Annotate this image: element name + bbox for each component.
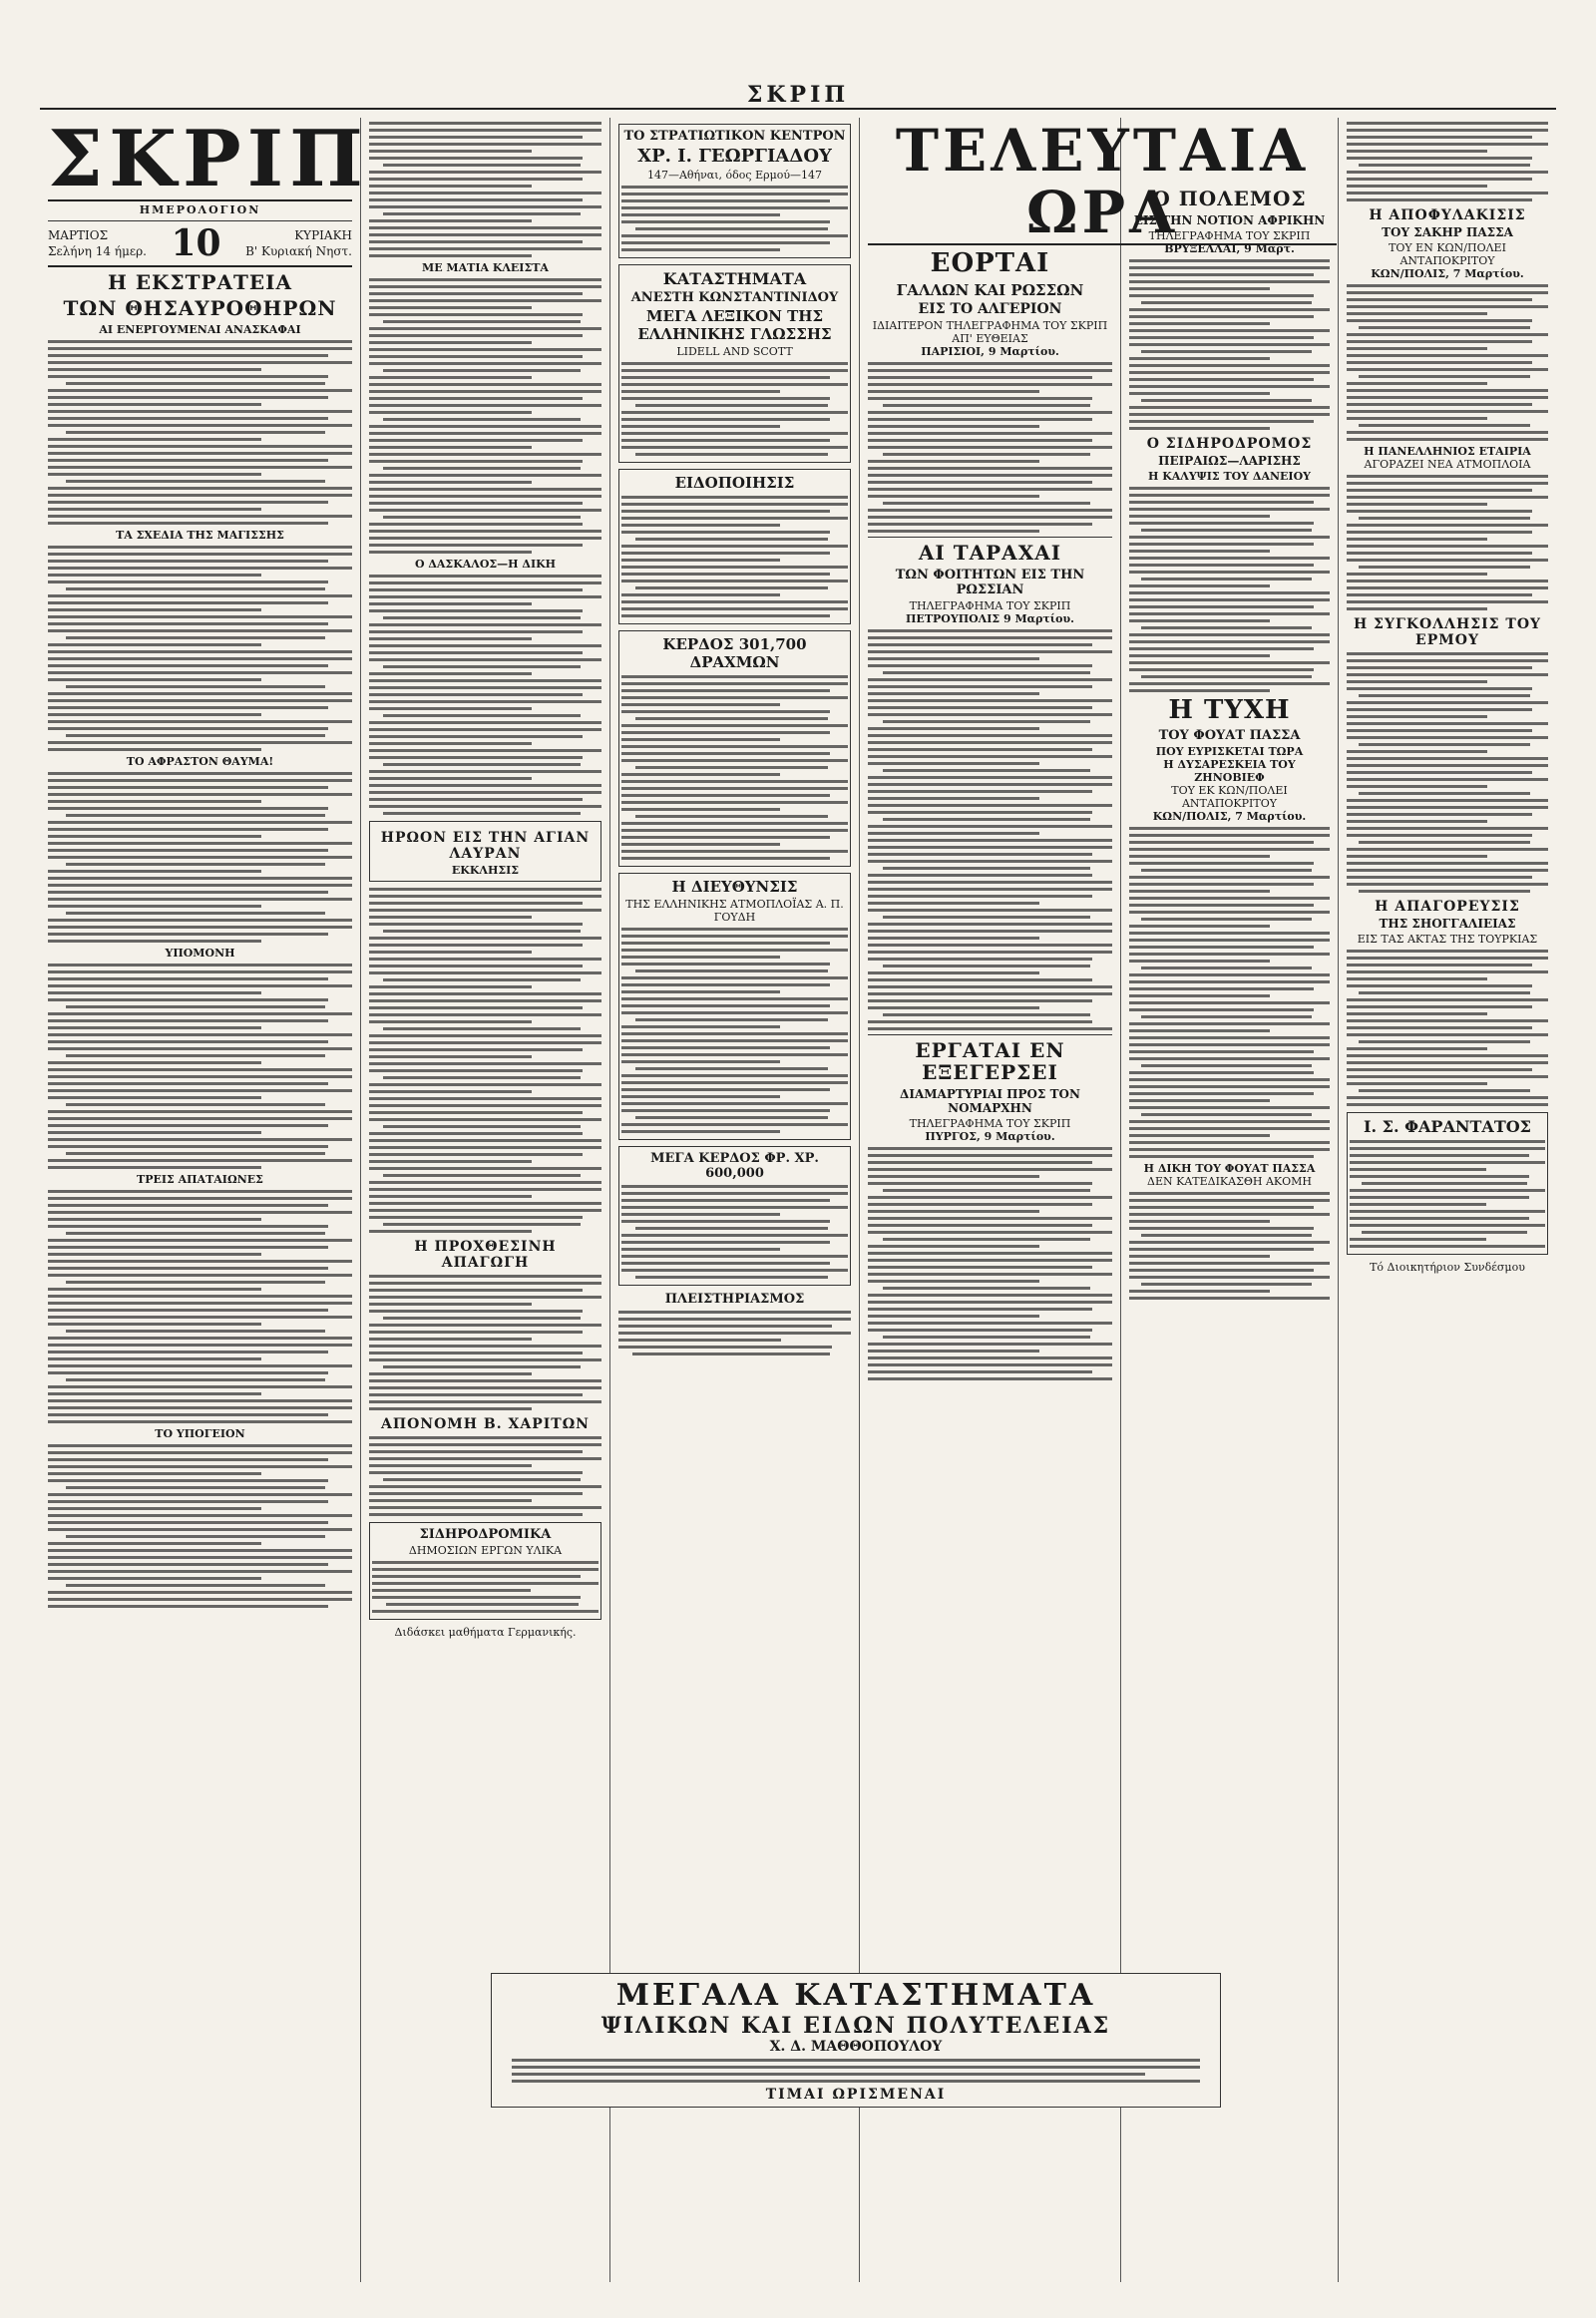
month-label: ΜΑΡΤΙΟΣ — [48, 228, 109, 242]
ad-body — [512, 2059, 1200, 2083]
column-2 — [361, 118, 610, 2282]
ad-name: ΑΝΕΣΤΗ ΚΩΝΣΤΑΝΤΙΝΙΔΟΥ — [630, 290, 839, 305]
ad-body — [621, 186, 848, 251]
article-heading: ΑΙ ΤΑΡΑΧΑΙ — [918, 541, 1062, 565]
ad-name: ΧΡ. Ι. ΓΕΩΡΓΙΑΔΟΥ — [637, 146, 832, 167]
article-heading: ΗΡΩΟΝ ΕΙΣ ΤΗΝ ΑΓΙΑΝ ΛΑΥΡΑΝ — [380, 830, 591, 862]
ad-box — [618, 1146, 851, 1286]
article-subheading: ΔΕΝ ΚΑΤΕΔΙΚΑΣΘΗ ΑΚΟΜΗ — [1147, 1175, 1312, 1188]
ad-subtitle: ΔΗΜΟΣΙΩΝ ΕΡΓΩΝ ΥΛΙΚΑ — [408, 1544, 563, 1557]
article-body — [1347, 122, 1548, 201]
article-body — [1347, 950, 1548, 1106]
article-subheading: ΕΚΚΛΗΣΙΣ — [451, 864, 520, 877]
telegram-label: ΤΗΛΕΓΡΑΦΗΜΑ ΤΟΥ ΣΚΡΙΠ — [909, 599, 1071, 612]
article-subheading: ΤΟΥ ΣΑΚΗΡ ΠΑΣΣΑ — [1382, 225, 1513, 239]
article-heading: Η ΤΥΧΗ — [1168, 695, 1291, 725]
article-subheading: ΑΓΟΡΑΖΕΙ ΝΕΑ ΑΤΜΟΠΛΟΙΑ — [1364, 458, 1531, 471]
article-subheading: ΑΙ ΕΝΕΡΓΟΥΜΕΝΑΙ ΑΝΑΣΚΑΦΑΙ — [99, 323, 301, 336]
article-body — [369, 278, 601, 554]
spanning-advertisement — [491, 1973, 1221, 2108]
masthead-subtitle: ΗΜΕΡΟΛΟΓΙΟΝ — [139, 203, 261, 216]
article-body — [1129, 259, 1330, 430]
ad-body — [621, 496, 848, 617]
ad-title: Ι. Σ. ΦΑΡΑΝΤΑΤΟΣ — [1364, 1117, 1531, 1136]
article-subheading: Η ΔΥΣΑΡΕΣΚΕΙΑ ΤΟΥ ΖΗΝΟΒΙΕΦ — [1163, 758, 1296, 784]
ad-body — [618, 1311, 851, 1355]
dateline: ΚΩΝ/ΠΟΛΙΣ, 7 Μαρτίου. — [1371, 267, 1524, 280]
article-body — [48, 1444, 352, 1608]
article-body — [48, 340, 352, 525]
ad-box — [618, 469, 851, 624]
masthead-title: ΣΚΡΙΠ — [48, 114, 369, 204]
article-heading: ΑΠΟΝΟΜΗ Β. ΧΑΡΙΤΩΝ — [381, 1416, 590, 1432]
ad-title: ΤΟ ΣΤΡΑΤΙΩΤΙΚΟΝ ΚΕΝΤΡΟΝ — [623, 129, 846, 144]
weekday-label: ΚΥΡΙΑΚΗ — [294, 228, 352, 242]
article-heading: ΕΟΡΤΑΙ — [930, 248, 1050, 278]
article-subheading: ΕΙΣ ΤΑΣ ΑΚΤΑΣ ΤΗΣ ΤΟΥΡΚΙΑΣ — [1357, 933, 1538, 946]
article-body — [369, 1275, 601, 1410]
ad-body — [372, 1561, 598, 1613]
article-subheading: Η ΚΑΛΥΨΙΣ ΤΟΥ ΔΑΝΕΙΟΥ — [1147, 470, 1312, 483]
dateline: ΠΑΡΙΣΙΟΙ, 9 Μαρτίου. — [921, 345, 1059, 358]
section-heading: ΜΕ ΜΑΤΙΑ ΚΛΕΙΣΤΑ — [422, 261, 549, 274]
article-heading: Η ΠΑΝΕΛΛΗΝΙΟΣ ΕΤΑΙΡΙΑ — [1364, 445, 1531, 458]
article-heading: Ο ΣΙΔΗΡΟΔΡΟΜΟΣ — [1146, 436, 1313, 452]
article-subheading: ΕΙΣ ΤΟ ΑΛΓΕΡΙΟΝ — [918, 301, 1062, 317]
footer-note: Διδάσκει μαθήματα Γερμανικής. — [394, 1626, 577, 1639]
column-5 — [1121, 118, 1339, 2282]
ad-subtitle: ΨΙΛΙΚΩΝ ΚΑΙ ΕΙΔΩΝ ΠΟΛΥΤΕΛΕΙΑΣ — [600, 2013, 1111, 2039]
dateline: ΒΡΥΞΕΛΛΑΙ, 9 Μαρτ. — [1164, 242, 1295, 255]
article-heading: Η ΔΙΚΗ ΤΟΥ ΦΟΥΑΤ ΠΑΣΣΑ — [1143, 1162, 1316, 1175]
article-heading: Η ΣΥΓΚΟΛΛΗΣΙΣ ΤΟΥ ΕΡΜΟΥ — [1353, 616, 1542, 648]
ad-box — [618, 873, 851, 1140]
section-heading: ΤΟ ΑΦΡΑΣΤΟΝ ΘΑΥΜΑ! — [126, 755, 274, 768]
article-body — [1129, 1192, 1330, 1300]
day-number: 10 — [171, 222, 221, 264]
article-body — [1129, 827, 1330, 1158]
article-heading: Η ΕΚΣΤΡΑΤΕΙΑ — [107, 270, 293, 294]
article-subheading: ΠΟΥ ΕΥΡΙΣΚΕΤΑΙ ΤΩΡΑ — [1155, 745, 1304, 758]
ad-title: ΕΙΔΟΠΟΙΗΣΙΣ — [674, 474, 795, 492]
section-heading: Ο ΔΑΣΚΑΛΟΣ—Η ΔΙΚΗ — [414, 558, 557, 571]
article-subheading: ΓΑΛΛΩΝ ΚΑΙ ΡΩΣΣΩΝ — [896, 281, 1084, 299]
article-body — [868, 629, 1112, 1030]
article-heading: ΤΩΝ ΘΗΣΑΥΡΟΘΗΡΩΝ — [63, 296, 337, 320]
ad-subtitle: ΤΗΣ ΕΛΛΗΝΙΚΗΣ ΑΤΜΟΠΛΟΪΑΣ Α. Π. ΓΟΥΔΗ — [625, 898, 844, 924]
ad-body — [621, 1185, 848, 1279]
ad-title: ΣΙΔΗΡΟΔΡΟΜΙΚΑ — [419, 1527, 552, 1542]
dateline: ΚΩΝ/ΠΟΛΙΣ, 7 Μαρτίου. — [1152, 810, 1307, 823]
article-body — [48, 964, 352, 1169]
ad-address: 147—Αθήναι, όδος Ερμού—147 — [646, 169, 823, 182]
ad-box — [618, 630, 851, 867]
section-heading: ΤΑ ΣΧΕΔΙΑ ΤΗΣ ΜΑΓΙΣΣΗΣ — [116, 529, 284, 542]
article-body — [1347, 475, 1548, 610]
dateline: ΠΕΤΡΟΥΠΟΛΙΣ 9 Μαρτίου. — [906, 612, 1074, 625]
ad-title: ΜΕΓΑ ΚΕΡΔΟΣ ΦΡ. ΧΡ. 600,000 — [650, 1151, 819, 1181]
banner-title: ΤΕΛΕΥΤΑΙΑ ΩΡΑ — [868, 120, 1337, 245]
article-body — [48, 546, 352, 751]
column-6 — [1339, 118, 1556, 2282]
masthead-dateline — [48, 220, 352, 267]
ad-authors: LIDELL AND SCOTT — [676, 345, 793, 358]
ad-body — [621, 362, 848, 456]
telegram-label: ΤΟΥ ΕΝ ΚΩΝ/ΠΟΛΕΙ ΑΝΤΑΠΟΚΡΙΤΟΥ — [1389, 241, 1506, 267]
article-subheading: ΤΗΣ ΣΗΟΓΓΑΛΙΕΙΑΣ — [1379, 917, 1516, 931]
telegram-label: ΤΗΛΕΓΡΑΦΗΜΑ ΤΟΥ ΣΚΡΙΠ — [909, 1117, 1071, 1130]
ad-title: ΜΕΓΑΛΑ ΚΑΤΑΣΤΗΜΑΤΑ — [615, 1978, 1096, 2013]
ad-body — [621, 675, 848, 860]
ad-box — [369, 1522, 601, 1620]
section-heading: ΤΡΕΙΣ ΑΠΑΤΑΙΩΝΕΣ — [137, 1173, 263, 1186]
ad-box — [618, 264, 851, 463]
column-3 — [610, 118, 860, 2282]
ad-title: ΚΑΤΑΣΤΗΜΑΤΑ — [662, 269, 807, 288]
section-heading: ΤΟ ΥΠΟΓΕΙΟΝ — [155, 1427, 245, 1440]
telegram-label: ΤΗΛΕΓΡΑΦΗΜΑ ΤΟΥ ΣΚΡΙΠ — [1148, 229, 1311, 242]
ad-name: Χ. Δ. ΜΑΘΘΟΠΟΥΛΟΥ — [769, 2039, 943, 2055]
ad-title: ΠΛΕΙΣΤΗΡΙΑΣΜΟΣ — [664, 1292, 805, 1307]
article-body — [369, 575, 601, 815]
newspaper-columns — [40, 114, 1556, 2282]
ad-footer: ΤΙΜΑΙ ΩΡΙΣΜΕΝΑΙ — [765, 2087, 947, 2103]
ad-title: Η ΔΙΕΥΘΥΝΣΙΣ — [671, 878, 798, 896]
article-body — [1347, 652, 1548, 893]
ad-title: ΚΕΡΔΟΣ 301,700 ΔΡΑΧΜΩΝ — [662, 635, 807, 671]
article-heading: Η ΑΠΟΦΥΛΑΚΙΣΙΣ — [1369, 207, 1526, 223]
article-body — [48, 1190, 352, 1423]
dateline: ΠΥΡΓΟΣ, 9 Μαρτίου. — [925, 1130, 1055, 1143]
column-1 — [40, 114, 369, 2282]
article-subheading: ΕΙΣ ΤΗΝ ΝΟΤΙΟΝ ΑΦΡΙΚΗΝ — [1133, 213, 1326, 227]
article-subheading: ΤΟΥ ΦΟΥΑΤ ΠΑΣΣΑ — [1158, 728, 1301, 743]
article-body — [369, 122, 601, 257]
page-header-title: ΣΚΡΙΠ — [746, 82, 850, 108]
article-heading: Ο ΠΟΛΕΜΟΣ — [1152, 187, 1307, 210]
ad-box — [1347, 1112, 1548, 1255]
ad-body — [621, 928, 848, 1133]
article-body — [369, 888, 601, 1233]
section-heading: ΥΠΟΜΟΝΗ — [165, 947, 235, 960]
footer-note: Τό Διοικητήριον Συνδέσμου — [1370, 1261, 1525, 1274]
article-subheading: ΠΕΙΡΑΙΩΣ—ΛΑΡΙΣΗΣ — [1158, 454, 1301, 468]
article-heading: Η ΑΠΑΓΟΡΕΥΣΙΣ — [1375, 899, 1520, 915]
article-body — [48, 772, 352, 943]
ad-item: ΜΕΓΑ ΛΕΞΙΚΟΝ ΤΗΣ ΕΛΛΗΝΙΚΗΣ ΓΛΩΣΣΗΣ — [637, 307, 832, 343]
article-body — [868, 1147, 1112, 1380]
article-heading: Η ΠΡΟΧΘΕΣΙΝΗ ΑΠΑΓΩΓΗ — [414, 1239, 557, 1271]
article-heading: ΕΡΓΑΤΑΙ ΕΝ ΕΞΕΓΕΡΣΕΙ — [915, 1038, 1065, 1084]
article-subheading: ΤΩΝ ΦΟΙΤΗΤΩΝ ΕΙΣ ΤΗΝ ΡΩΣΣΙΑΝ — [895, 568, 1085, 597]
ad-box — [618, 124, 851, 258]
telegram-label: ΤΟΥ ΕΚ ΚΩΝ/ΠΟΛΕΙ ΑΝΤΑΠΟΚΡΙΤΟΥ — [1171, 784, 1288, 810]
article-body — [1347, 284, 1548, 441]
old-calendar-label: Σελήνη 14 ήμερ. — [48, 244, 147, 258]
telegram-label: ΙΔΙΑΙΤΕΡΟΝ ΤΗΛΕΓΡΑΦΗΜΑ ΤΟΥ ΣΚΡΙΠ ΑΠ' ΕΥΘΕΙΑΣ — [872, 319, 1108, 345]
article-subheading: ΔΙΑΜΑΡΤΥΡΙΑΙ ΠΡΟΣ ΤΟΝ ΝΟΜΑΡΧΗΝ — [900, 1087, 1080, 1115]
sunday-note: Β' Κυριακή Νηστ. — [245, 244, 352, 258]
article-heading-box — [369, 821, 601, 882]
article-body — [369, 1436, 601, 1516]
page-header — [40, 82, 1556, 110]
ad-body — [1350, 1140, 1545, 1248]
article-body — [868, 362, 1112, 533]
article-body — [1129, 487, 1330, 692]
